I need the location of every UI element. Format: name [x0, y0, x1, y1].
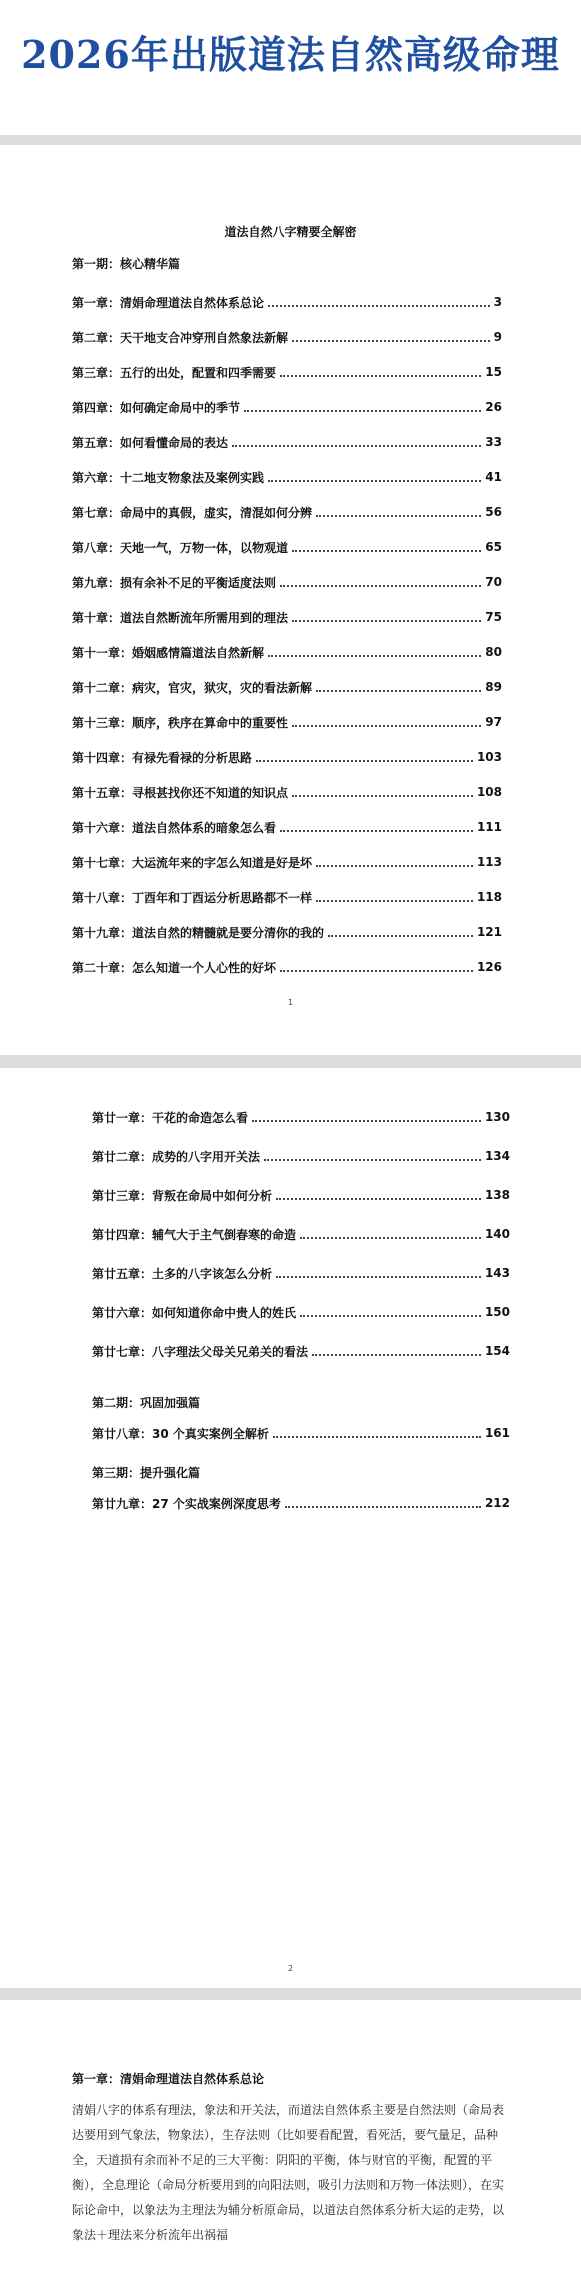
toc-entry-page: 108	[476, 785, 502, 799]
toc-entry[interactable]	[72, 747, 502, 767]
leader-dots	[316, 515, 481, 517]
toc-entry-page: 121	[476, 925, 502, 939]
leader-dots	[268, 480, 481, 482]
leader-dots	[280, 375, 481, 377]
toc-entry-page: 130	[484, 1110, 510, 1124]
toc-entry-label: 第廿二章：成势的八字用开关法	[92, 1149, 261, 1164]
leader-dots	[256, 760, 473, 762]
banner	[0, 0, 581, 135]
leader-dots	[292, 550, 481, 552]
toc-entry[interactable]	[72, 327, 502, 347]
leader-dots	[232, 445, 481, 447]
toc-entry[interactable]	[72, 852, 502, 872]
toc-entry-label: 第十九章：道法自然的精髓就是要分清你的我的	[72, 925, 325, 940]
leader-dots	[292, 795, 473, 797]
toc-entry-page: 3	[493, 295, 502, 309]
part-1-heading: 第一期：核心精华篇	[72, 257, 181, 271]
toc-entry[interactable]	[92, 1146, 510, 1166]
toc-entry-label: 第七章：命局中的真假，虚实，清混如何分辨	[72, 505, 313, 520]
document-page-3	[0, 2000, 581, 2290]
part-3-heading: 第三期：提升强化篇	[92, 1466, 201, 1480]
leader-dots	[292, 340, 490, 342]
leader-dots	[244, 410, 481, 412]
toc-entry-page: 56	[485, 505, 502, 519]
leader-dots	[280, 970, 473, 972]
toc-entry[interactable]	[72, 677, 502, 697]
leader-dots	[268, 655, 481, 657]
leader-dots	[328, 935, 473, 937]
toc-entry-page: 65	[485, 540, 502, 554]
part-2-heading: 第二期：巩固加强篇	[92, 1396, 201, 1410]
toc-entry-label: 第廿一章：干花的命造怎么看	[92, 1110, 249, 1125]
toc-entry[interactable]	[72, 397, 502, 417]
toc-entry-page: 118	[476, 890, 502, 904]
toc-entry-page: 212	[484, 1496, 510, 1510]
leader-dots	[276, 1198, 481, 1200]
toc-entry-label: 第廿六章：如何知道你命中贵人的姓氏	[92, 1305, 297, 1320]
toc-entry[interactable]	[72, 782, 502, 802]
leader-dots	[276, 1276, 481, 1278]
toc-entry-page: 33	[485, 435, 502, 449]
toc-entry[interactable]	[72, 362, 502, 382]
toc-entry[interactable]	[92, 1302, 510, 1322]
toc-entry[interactable]	[72, 537, 502, 557]
toc-entry-page: 150	[484, 1305, 510, 1319]
leader-dots	[292, 725, 481, 727]
toc-entry-page: 126	[476, 960, 502, 974]
leader-dots	[268, 305, 490, 307]
toc-entry-label: 第五章：如何看懂命局的表达	[72, 435, 229, 450]
toc-entry-29[interactable]	[92, 1493, 510, 1513]
chapter-heading: 第一章：清娟命理道法自然体系总论	[72, 2072, 265, 2086]
toc-entry-page: 75	[485, 610, 502, 624]
toc-entry-page: 41	[485, 470, 502, 484]
leader-dots	[316, 900, 473, 902]
toc-entry[interactable]	[92, 1185, 510, 1205]
toc-entry-page: 103	[476, 750, 502, 764]
page-number: 1	[287, 998, 294, 1007]
toc-entry-label: 第十二章：病灾，官灾，狱灾，灾的看法新解	[72, 680, 313, 695]
toc-entry-label: 第廿七章：八字理法父母关兄弟关的看法	[92, 1344, 309, 1359]
leader-dots	[280, 830, 473, 832]
toc-entry-28[interactable]	[92, 1423, 510, 1443]
toc-entry-page: 70	[485, 575, 502, 589]
toc-entry-label: 第三章：五行的出处，配置和四季需要	[72, 365, 277, 380]
toc-entry-label: 第十八章：丁酉年和丁酉运分析思路都不一样	[72, 890, 313, 905]
chapter-paragraph: 清娟八字的体系有理法，象法和开关法，而道法自然体系主要是自然法则（命局表达要用到气象法，物象法），生存法则（比如要看配置，看死活，要气量足，品种全，天道损有余而补不足的三大平衡：阴阳的平衡，体与财官的平衡，配置的平衡），全息理论（命局分析要用到的向阳法则，吸引力法则和万物一体法则），在实际论命中，以象法为主理法为辅分析原命局，以道法自然体系分析大运的走势，以象法＋理法来分析流年出祸福	[72, 2103, 505, 2242]
toc-entry[interactable]	[72, 922, 502, 942]
toc-entry-label: 第廿四章：辅气大于主气倒春寒的命造	[92, 1227, 297, 1242]
toc-entry-label: 第廿八章：30 个真实案例全解析	[92, 1426, 269, 1441]
toc-entry-page: 111	[476, 820, 502, 834]
toc-entry-label: 第十五章：寻根甚找你还不知道的知识点	[72, 785, 289, 800]
toc-entry-page: 154	[484, 1344, 510, 1358]
toc-entry[interactable]	[72, 957, 502, 977]
toc-entry[interactable]	[72, 292, 502, 312]
toc-entry-page: 138	[484, 1188, 510, 1202]
page-number: 2	[287, 1964, 294, 1973]
toc-entry-label: 第四章：如何确定命局中的季节	[72, 400, 241, 415]
toc-entry-label: 第十章：道法自然断流年所需用到的理法	[72, 610, 289, 625]
toc-title: 道法自然八字精要全解密	[224, 225, 357, 239]
toc-entry-page: 80	[485, 645, 502, 659]
toc-entry-label: 第十七章：大运流年来的字怎么知道是好是坏	[72, 855, 313, 870]
toc-entry[interactable]	[72, 467, 502, 487]
toc-entry-page: 113	[476, 855, 502, 869]
leader-dots	[316, 865, 473, 867]
leader-dots	[292, 620, 481, 622]
toc-entry-page: 140	[484, 1227, 510, 1241]
toc-entry-page: 97	[485, 715, 502, 729]
toc-entry-label: 第二十章：怎么知道一个人心性的好坏	[72, 960, 277, 975]
toc-entry-label: 第廿九章：27 个实战案例深度思考	[92, 1496, 281, 1511]
toc-entry[interactable]	[72, 817, 502, 837]
toc-entry-page: 15	[485, 365, 502, 379]
leader-dots	[252, 1120, 481, 1122]
leader-dots	[300, 1237, 481, 1239]
leader-dots	[280, 585, 481, 587]
toc-entry[interactable]	[72, 887, 502, 907]
toc-entry-page: 134	[484, 1149, 510, 1163]
toc-entry-label: 第一章：清娟命理道法自然体系总论	[72, 295, 265, 310]
toc-entry-label: 第九章：损有余补不足的平衡适度法则	[72, 575, 277, 590]
toc-entry-label: 第二章：天干地支合冲穿刑自然象法新解	[72, 330, 289, 345]
toc-entry[interactable]	[72, 572, 502, 592]
toc-entry-label: 第十六章：道法自然体系的暗象怎么看	[72, 820, 277, 835]
toc-entry-page: 143	[484, 1266, 510, 1280]
toc-entry[interactable]	[72, 432, 502, 452]
leader-dots	[316, 690, 481, 692]
toc-entry[interactable]	[72, 502, 502, 522]
toc-entry-page: 9	[493, 330, 502, 344]
toc-entry-page: 89	[485, 680, 502, 694]
leader-dots	[264, 1159, 481, 1161]
toc-entry-label: 第廿三章：背叛在命局中如何分析	[92, 1188, 273, 1203]
toc-entry-label: 第六章：十二地支物象法及案例实践	[72, 470, 265, 485]
toc-entry[interactable]	[72, 712, 502, 732]
leader-dots	[273, 1436, 481, 1438]
leader-dots	[312, 1354, 481, 1356]
document-page-2	[0, 1068, 581, 1988]
banner-title: 2026年出版道法自然高级命理	[21, 32, 560, 77]
toc-entry-label: 第十四章：有禄先看禄的分析思路	[72, 750, 253, 765]
toc-entry[interactable]	[92, 1107, 510, 1127]
toc-entry-page: 161	[484, 1426, 510, 1440]
toc-entry[interactable]	[72, 642, 502, 662]
document-page-1	[0, 145, 581, 1055]
toc-entry[interactable]	[92, 1263, 510, 1283]
toc-entry-label: 第十三章：顺序，秩序在算命中的重要性	[72, 715, 289, 730]
leader-dots	[300, 1315, 481, 1317]
toc-entry-label: 第廿五章：土多的八字该怎么分析	[92, 1266, 273, 1281]
toc-entry[interactable]	[72, 607, 502, 627]
leader-dots	[285, 1506, 481, 1508]
toc-entry-label: 第十一章：婚姻感情篇道法自然新解	[72, 645, 265, 660]
toc-entry[interactable]	[92, 1224, 510, 1244]
toc-entry[interactable]	[92, 1341, 510, 1361]
toc-entry-label: 第八章：天地一气，万物一体，以物观道	[72, 540, 289, 555]
toc-entry-page: 26	[485, 400, 502, 414]
